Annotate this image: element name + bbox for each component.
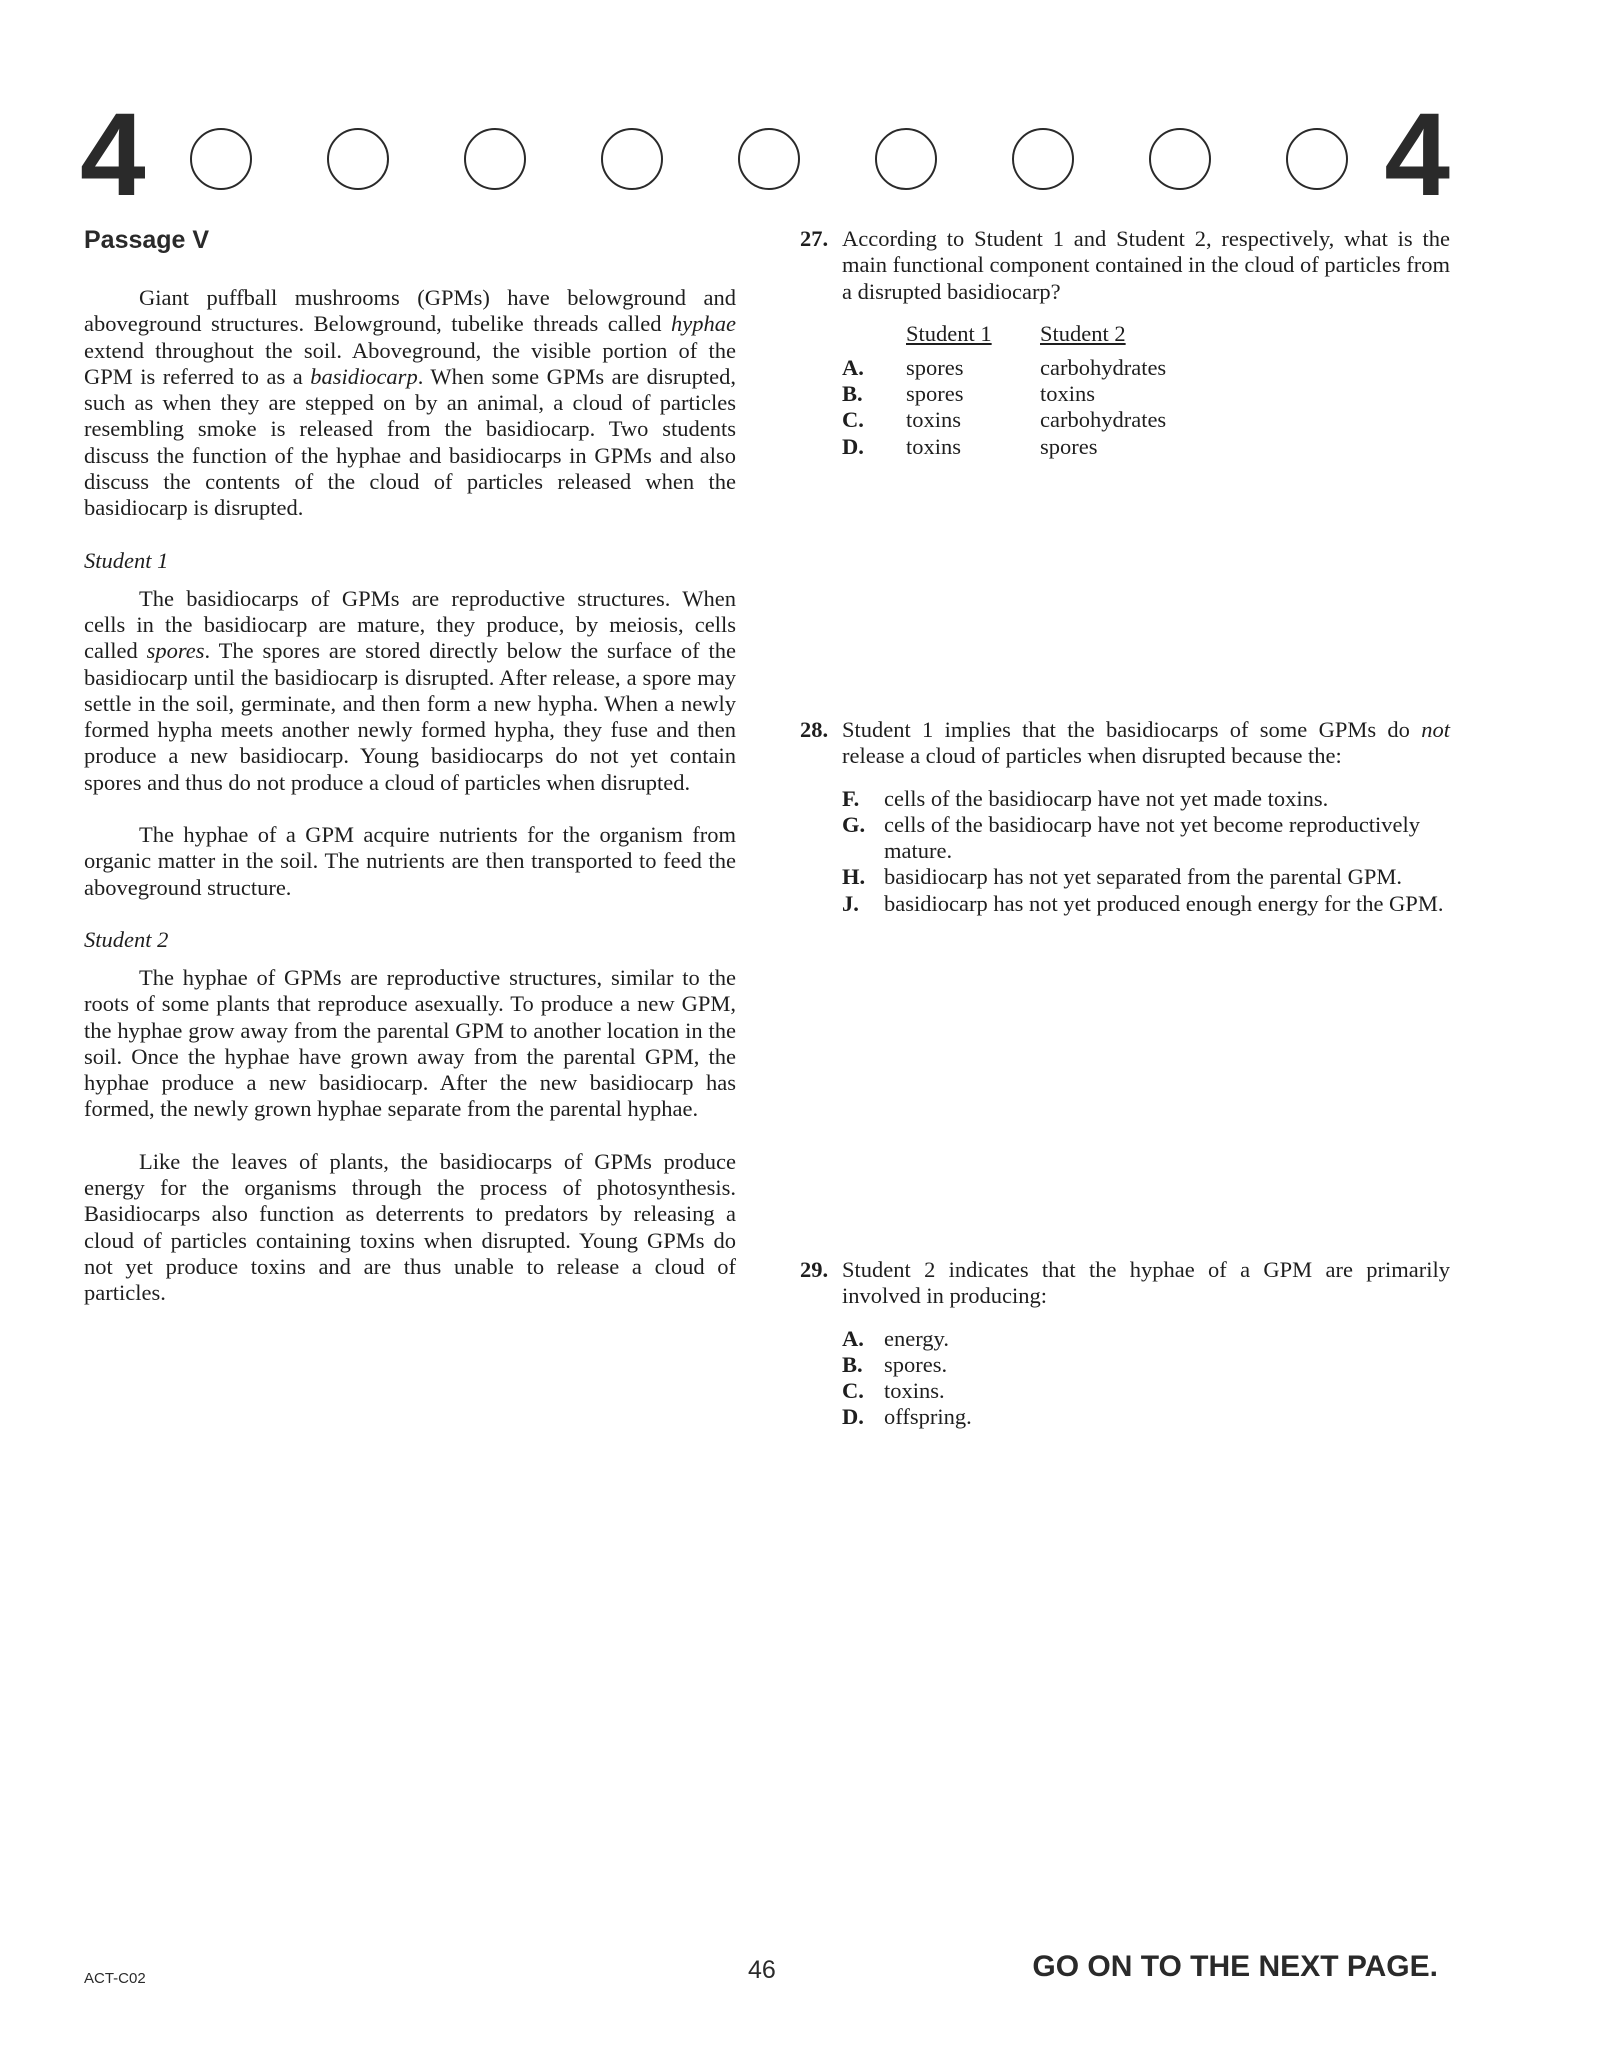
- go-on-notice: GO ON TO THE NEXT PAGE.: [1032, 1950, 1438, 1983]
- form-code: ACT-C02: [84, 1970, 146, 1987]
- option-letter: A.: [842, 1325, 864, 1351]
- student2-heading: Student 2: [84, 926, 169, 952]
- answer-option[interactable]: [842, 1326, 1450, 1352]
- student1-heading: Student 1: [84, 547, 169, 573]
- answer-options: [800, 786, 1450, 917]
- choice-student1: toxins: [906, 407, 962, 433]
- option-text: cells of the basidiocarp have not yet become reproductively mature.: [884, 811, 1421, 864]
- answer-option[interactable]: [842, 812, 1450, 865]
- answer-option[interactable]: [842, 864, 1450, 890]
- answer-option[interactable]: [842, 786, 1450, 812]
- question-29: [800, 1257, 1450, 1431]
- answer-choice[interactable]: [842, 355, 1450, 381]
- choice-letter: B.: [842, 381, 863, 407]
- passage-title: Passage V: [84, 226, 210, 254]
- option-text: basidiocarp has not yet produced enough energy for the GPM.: [884, 890, 1444, 916]
- answer-option[interactable]: [842, 1404, 1450, 1430]
- answer-choice[interactable]: [842, 381, 1450, 407]
- student1-paragraph-2: The hyphae of a GPM acquire nutrients for the organism from organic matter in the soil. The nutrients are then transported to feed the aboveground structure.: [84, 822, 736, 900]
- header-circle: [190, 128, 252, 190]
- option-text: toxins.: [884, 1378, 945, 1404]
- question-28: [800, 717, 1450, 917]
- answer-choice[interactable]: [842, 434, 1450, 460]
- choice-student1: toxins: [906, 433, 962, 459]
- answer-option[interactable]: [842, 891, 1450, 917]
- header-circle: [875, 128, 937, 190]
- option-letter: G.: [842, 811, 866, 837]
- choice-student1: spores: [906, 381, 964, 407]
- answer-table-header: [842, 321, 1450, 355]
- option-letter: B.: [842, 1351, 863, 1377]
- passage-intro: Giant puffball mushrooms (GPMs) have belowground and aboveground structures. Belowground, tubelike threads called hyphae extend throughout the soil. Aboveground, the visible portion of the GPM is referred to as a basidiocarp. When some GPMs are disrupted, such as when they are stepped on by an animal, a cloud of particles resembling smoke is released from the basidiocarp. Two students discuss the function of the hyphae and basidiocarps in GPMs and also discuss the contents of the cloud of particles released when the basidiocarp is disrupted.: [84, 285, 736, 521]
- header-circle: [738, 128, 800, 190]
- question-stem: According to Student 1 and Student 2, respectively, what is the main functional component contained in the cloud of particles from a disrupted basidiocarp?: [842, 226, 1450, 304]
- choice-letter: A.: [842, 354, 864, 380]
- option-letter: F.: [842, 785, 860, 811]
- choice-student1: spores: [906, 354, 964, 380]
- question-stem: Student 2 indicates that the hyphae of a GPM are primarily involved in producing:: [842, 1257, 1450, 1309]
- choice-letter: C.: [842, 407, 864, 433]
- header-circle-row: [190, 128, 1360, 198]
- header-circle: [1012, 128, 1074, 190]
- header-circle: [1286, 128, 1348, 190]
- option-letter: D.: [842, 1404, 864, 1430]
- option-letter: C.: [842, 1378, 864, 1404]
- header-circle: [464, 128, 526, 190]
- answer-option[interactable]: [842, 1352, 1450, 1378]
- student2-paragraph-2: Like the leaves of plants, the basidiocarps of GPMs produce energy for the organisms through the process of photosynthesis. Basidiocarps also function as deterrents to predators by releasing a cloud of particles containing toxins when disrupted. Young GPMs do not yet produce toxins and are thus unable to release a cloud of particles.: [84, 1148, 736, 1306]
- column-header-student1: Student 1: [906, 320, 992, 346]
- header-circle: [327, 128, 389, 190]
- choice-student2: carbohydrates: [1040, 354, 1167, 380]
- student2-paragraph-1: The hyphae of GPMs are reproductive structures, similar to the roots of some plants that reproduce asexually. To produce a new GPM, the hyphae grow away from the parental GPM to another location in the soil. Once the hyphae have grown away from the parental GPM, the hyphae produce a new basidiocarp. After the new basidiocarp has formed, the newly grown hyphae separate from the parental hyphae.: [84, 964, 736, 1122]
- option-text: cells of the basidiocarp have not yet made toxins.: [884, 785, 1329, 811]
- question-number: 27.: [800, 226, 829, 251]
- header-circle: [1149, 128, 1211, 190]
- section-header: [80, 89, 1450, 221]
- answer-table: [800, 321, 1450, 460]
- question-27: [800, 226, 1450, 460]
- option-text: basidiocarp has not yet separated from the parental GPM.: [884, 864, 1402, 890]
- option-letter: J.: [842, 890, 859, 916]
- choice-student2: spores: [1040, 433, 1098, 459]
- question-number: 29.: [800, 1257, 829, 1282]
- choice-student2: toxins: [1040, 381, 1096, 407]
- answer-options: [800, 1326, 1450, 1431]
- student1-paragraph-1: The basidiocarps of GPMs are reproductive structures. When cells in the basidiocarp are mature, they produce, by meiosis, cells called spores. The spores are stored directly below the surface of the basidiocarp until the basidiocarp is disrupted. After release, a spore may settle in the soil, germinate, and then form a new hypha. When a newly formed hypha meets another newly formed hypha, they fuse and then produce a new basidiocarp. Young basidiocarps do not yet contain spores and thus do not produce a cloud of particles when disrupted.: [84, 585, 736, 795]
- answer-option[interactable]: [842, 1378, 1450, 1404]
- question-stem: Student 1 implies that the basidiocarps of some GPMs do not release a cloud of particles when disrupted because the:: [842, 717, 1450, 769]
- choice-letter: D.: [842, 433, 864, 459]
- section-number-right: 4: [1384, 89, 1450, 221]
- section-number-left: 4: [80, 89, 146, 221]
- option-text: spores.: [884, 1351, 948, 1377]
- passage-column: [84, 226, 736, 1333]
- header-circle: [601, 128, 663, 190]
- answer-choice[interactable]: [842, 407, 1450, 433]
- column-header-student2: Student 2: [1040, 320, 1126, 346]
- question-number: 28.: [800, 717, 829, 742]
- page-number: 46: [748, 1956, 776, 1984]
- option-letter: H.: [842, 864, 866, 890]
- option-text: energy.: [884, 1325, 949, 1351]
- option-text: offspring.: [884, 1404, 972, 1430]
- choice-student2: carbohydrates: [1040, 407, 1167, 433]
